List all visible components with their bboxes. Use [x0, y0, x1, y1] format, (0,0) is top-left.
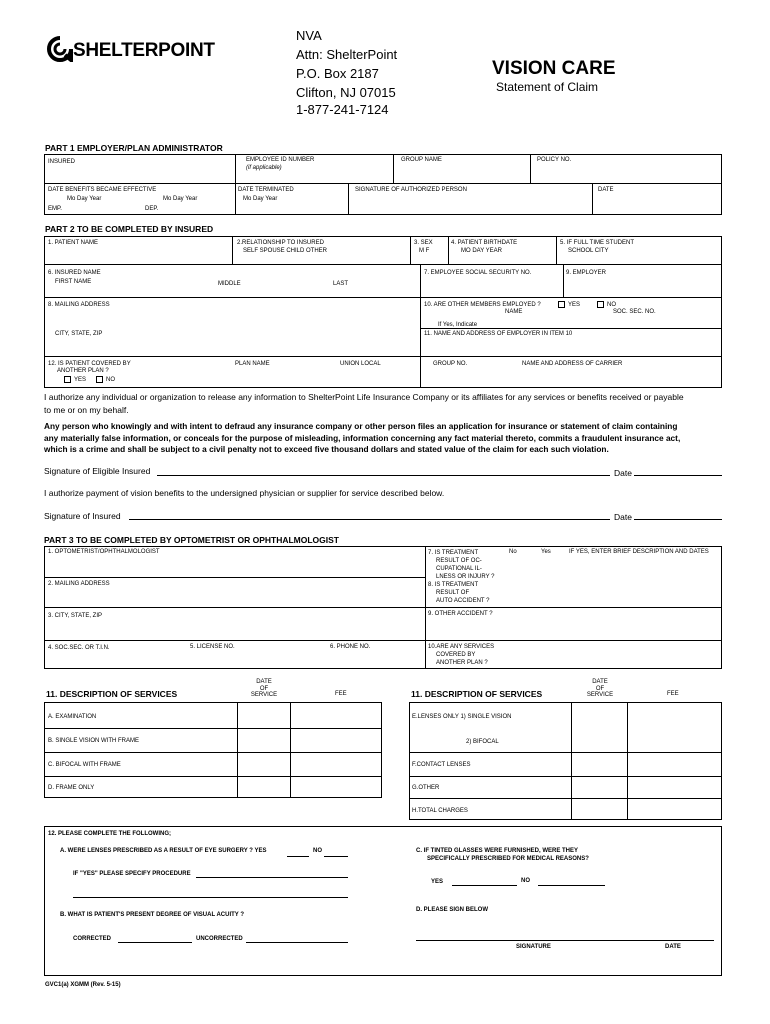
examination-row: A. EXAMINATION — [48, 714, 97, 720]
relationship-label: 2.RELATIONSHIP TO INSURED — [237, 240, 324, 246]
eye-surgery-no-label: NO — [313, 848, 322, 854]
tinted-glasses-question-2: SPECIFICALLY PRESCRIBED FOR MEDICAL REASONS? — [427, 856, 589, 862]
dep-label: DEP. — [145, 206, 159, 212]
fraud-warning-3: which is a crime and shall be subject to a civil penalty not to exceed five thousand dollars and stated value of the claim for each such violation. — [44, 444, 609, 454]
carrier-field[interactable]: NAME AND ADDRESS OF CARRIER — [522, 361, 623, 367]
occupational-question: 7. IS TREATMENT RESULT OF OC- CUPATIONAL IL- LNESS OR INJURY ? — [428, 550, 495, 580]
auto-accident-question[interactable]: 8. IS TREATMENT RESULT OF AUTO ACCIDENT ? — [428, 582, 490, 604]
please-sign-label: D. PLEASE SIGN BELOW — [416, 907, 489, 913]
emp-label: EMP. — [48, 206, 62, 212]
form-number: GVC1(a) XGMM (Rev. 5-15) — [45, 982, 121, 988]
city-state-zip-field[interactable]: CITY, STATE, ZIP — [55, 331, 103, 337]
school-city-field[interactable]: SCHOOL CITY — [568, 248, 609, 254]
date-field[interactable]: DATE — [598, 187, 614, 193]
form-subtitle: Statement of Claim — [496, 80, 599, 94]
insured-name-label: 6. INSURED NAME — [48, 270, 101, 276]
corrected-line[interactable] — [118, 942, 192, 943]
sex-options[interactable]: M F — [419, 248, 430, 254]
tinted-yes-label: YES — [431, 879, 444, 885]
corrected-label: CORRECTED — [73, 936, 112, 942]
group-no-field[interactable]: GROUP NO. — [433, 361, 468, 367]
employee-ssn-field[interactable]: 7. EMPLOYEE SOCIAL SECURITY NO. — [424, 270, 532, 276]
logo-text: SHELTERPOINT — [73, 40, 215, 61]
no-option[interactable]: No — [509, 549, 517, 555]
lenses-bifocal-row: 2) BIFOCAL — [466, 739, 499, 745]
member-ssn-field[interactable]: SOC. SEC. NO. — [613, 309, 656, 315]
patient-name-field[interactable]: 1. PATIENT NAME — [48, 240, 99, 246]
other-row: G.OTHER — [412, 785, 440, 791]
license-no-field[interactable]: 5. LICENSE NO. — [190, 644, 235, 650]
other-members-no[interactable]: NO — [597, 301, 616, 308]
date-of-service-header: DATE OF SERVICE — [250, 679, 278, 698]
plan-name-field[interactable]: PLAN NAME — [235, 361, 270, 367]
eye-surgery-no-line[interactable] — [324, 856, 348, 857]
date-effective-field[interactable]: DATE BENEFITS BECAME EFFECTIVE — [48, 187, 157, 193]
insured-field[interactable]: INSURED — [48, 159, 76, 165]
no-checkbox[interactable] — [597, 301, 604, 308]
covered-plan-label: 12. IS PATIENT COVERED BY — [48, 361, 131, 367]
another-plan-label: ANOTHER PLAN ? — [57, 368, 109, 374]
union-local-field[interactable]: UNION LOCAL — [340, 361, 381, 367]
other-members-yes[interactable]: YES — [558, 301, 580, 308]
date-line[interactable] — [634, 519, 722, 520]
first-name-field[interactable]: FIRST NAME — [55, 279, 92, 285]
date-label: Date — [614, 468, 632, 478]
eye-surgery-question: A. WERE LENSES PRESCRIBED AS A RESULT OF EYE SURGERY ? YES — [60, 848, 267, 854]
tinted-glasses-question-1: C. IF TINTED GLASSES WERE FURNISHED, WERE THEY — [416, 848, 579, 854]
no-checkbox[interactable] — [96, 376, 103, 383]
terminated-mdy: Mo Day Year — [243, 196, 278, 202]
specify-procedure-label: IF "YES" PLEASE SPECIFY PROCEDURE — [73, 871, 191, 877]
authorization-text-1: I authorize any individual or organization to release any information to ShelterPoint Life Insurance Company or its affiliates for any services or benefits received or payable — [44, 392, 684, 402]
provider-city-state-zip-field[interactable]: 3. CITY, STATE, ZIP — [48, 613, 103, 619]
member-name-field[interactable]: NAME — [505, 309, 523, 315]
form-title: VISION CARE — [492, 58, 616, 79]
yes-option[interactable]: Yes — [541, 549, 551, 555]
mailing-address: NVA Attn: ShelterPoint P.O. Box 2187 Clifton, NJ 07015 — [296, 28, 398, 100]
procedure-line-2[interactable] — [73, 897, 348, 898]
visual-acuity-question: B. WHAT IS PATIENT'S PRESENT DEGREE OF VISUAL ACUITY ? — [60, 912, 244, 918]
part1-heading: PART 1 EMPLOYER/PLAN ADMINISTRATOR — [45, 143, 223, 153]
tinted-no-line[interactable] — [538, 885, 605, 886]
date-label: Date — [614, 512, 632, 522]
middle-name-field[interactable]: MIDDLE — [218, 281, 241, 287]
provider-mailing-address-field[interactable]: 2. MAILING ADDRESS — [48, 581, 110, 587]
sex-label: 3. SEX — [414, 240, 433, 246]
signature-line[interactable] — [416, 940, 714, 941]
other-services-question[interactable]: 10.ARE ANY SERVICES COVERED BY ANOTHER PLAN ? — [428, 644, 495, 666]
ssn-tin-field[interactable]: 4. SOC.SEC. OR T.I.N. — [48, 645, 110, 651]
optometrist-field[interactable]: 1. OPTOMETRIST/OPHTHALMOLOGIST — [48, 549, 160, 555]
student-label: 5. IF FULL TIME STUDENT — [560, 240, 635, 246]
covered-no[interactable]: NO — [96, 376, 115, 383]
fraud-warning-1: Any person who knowingly and with intent to defraud any insurance company or other person files an application for insurance or statement of claim containing — [44, 421, 678, 431]
authorization-text-2: to me or on my behalf. — [44, 405, 129, 415]
other-accident-question[interactable]: 9. OTHER ACCIDENT ? — [428, 611, 493, 617]
birthdate-mdy: MO DAY YEAR — [461, 248, 503, 254]
lenses-single-vision-row: E.LENSES ONLY 1) SINGLE VISION — [412, 714, 512, 720]
authorize-payment-text: I authorize payment of vision benefits to the undersigned physician or supplier for service described below. — [44, 488, 445, 498]
eye-surgery-yes-line[interactable] — [287, 856, 309, 857]
employer-item10-field[interactable]: 11. NAME AND ADDRESS OF EMPLOYER IN ITEM 10 — [424, 331, 573, 337]
total-charges-row: H.TOTAL CHARGES — [412, 808, 468, 814]
phone-no-field[interactable]: 6. PHONE NO. — [330, 644, 371, 650]
eligible-insured-signature-label: Signature of Eligible Insured — [44, 466, 151, 476]
part3-heading: PART 3 TO BE COMPLETED BY OPTOMETRIST OR OPHTHALMOLOGIST — [44, 535, 339, 545]
date-of-service-header: DATE OF SERVICE — [586, 679, 614, 698]
fee-header: FEE — [667, 691, 679, 697]
uncorrected-line[interactable] — [246, 942, 348, 943]
eligible-insured-signature-line[interactable] — [157, 475, 610, 476]
employer-field[interactable]: 9. EMPLOYER — [566, 270, 607, 276]
employee-id-field[interactable]: EMPLOYEE ID NUMBER — [246, 157, 315, 163]
frame-only-row: D. FRAME ONLY — [48, 785, 95, 791]
last-name-field[interactable]: LAST — [333, 281, 349, 287]
shelterpoint-logo — [47, 36, 73, 67]
logo-mark-icon — [47, 36, 73, 62]
single-vision-frame-row: B. SINGLE VISION WITH FRAME — [48, 738, 140, 744]
fee-header: FEE — [335, 691, 347, 697]
birthdate-field[interactable]: 4. PATIENT BIRTHDATE — [451, 240, 518, 246]
tinted-no-label: NO — [521, 878, 530, 884]
policy-no-field[interactable]: POLICY NO. — [537, 157, 572, 163]
procedure-line[interactable] — [196, 877, 348, 878]
bifocal-frame-row: C. BIFOCAL WITH FRAME — [48, 762, 121, 768]
covered-yes[interactable]: YES — [64, 376, 86, 383]
emp-date-mdy: Mo Day Year — [67, 196, 102, 202]
if-applicable-label: (if applicable) — [246, 165, 282, 171]
insured-signature-label: Signature of Insured — [44, 511, 121, 521]
date-line[interactable] — [634, 475, 722, 476]
date-terminated-field[interactable]: DATE TERMINATED — [238, 187, 294, 193]
services-title-left: 11. DESCRIPTION OF SERVICES — [46, 689, 178, 699]
uncorrected-label: UNCORRECTED — [196, 936, 243, 942]
services-title-right: 11. DESCRIPTION OF SERVICES — [411, 689, 543, 699]
if-yes-indicate-label: If Yes, Indicate — [438, 322, 478, 328]
yes-checkbox[interactable] — [64, 376, 71, 383]
part2-heading: PART 2 TO BE COMPLETED BY INSURED — [45, 224, 214, 234]
mailing-address-field[interactable]: 8. MAILING ADDRESS — [48, 302, 110, 308]
section12-heading: 12. PLEASE COMPLETE THE FOLLOWING; — [48, 831, 172, 837]
phone-number: 1-877-241-7124 — [296, 102, 389, 117]
other-members-label: 10. ARE OTHER MEMBERS EMPLOYED ? — [424, 302, 541, 308]
fraud-warning-2: any materially false information, or conceals for the purpose of misleading, information concerning any fact material thereto, commits a fraudulent insurance act, — [44, 433, 681, 443]
date-label: DATE — [665, 944, 681, 950]
contact-lenses-row: F.CONTACT LENSES — [412, 762, 471, 768]
relationship-options[interactable]: SELF SPOUSE CHILD OTHER — [243, 248, 328, 254]
signature-label: SIGNATURE — [516, 944, 551, 950]
insured-signature-line[interactable] — [129, 519, 610, 520]
authorized-signature-field[interactable]: SIGNATURE OF AUTHORIZED PERSON — [355, 187, 467, 193]
brief-description-field[interactable]: IF YES, ENTER BRIEF DESCRIPTION AND DATES — [569, 549, 709, 555]
tinted-yes-line[interactable] — [452, 885, 517, 886]
yes-checkbox[interactable] — [558, 301, 565, 308]
dep-date-mdy: Mo Day Year — [163, 196, 198, 202]
group-name-field[interactable]: GROUP NAME — [401, 157, 442, 163]
